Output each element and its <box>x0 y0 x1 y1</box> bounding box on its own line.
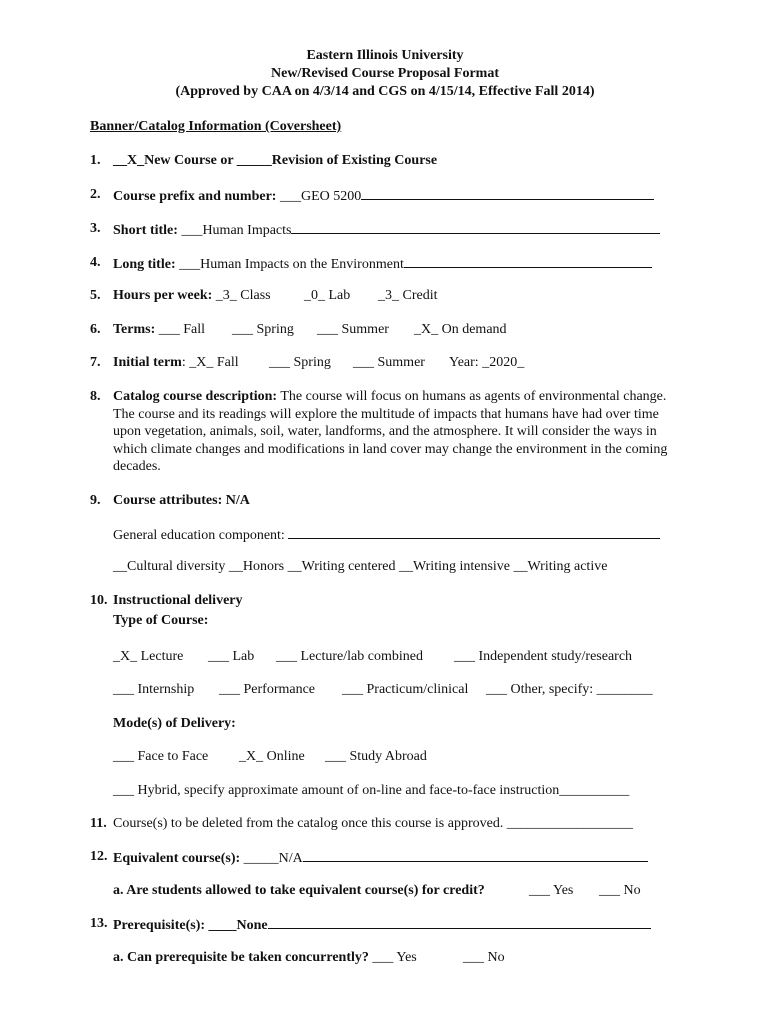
long-title-value: ___Human Impacts on the Environment <box>175 257 404 272</box>
item-4-number: 4. <box>90 255 101 270</box>
gen-ed-row <box>113 526 660 544</box>
underline-rule <box>268 916 651 929</box>
equivalent-courses-label: Equivalent course(s): <box>113 851 241 866</box>
initial-term-year: Year: _2020_ <box>449 355 525 370</box>
type-performance: ___ Performance <box>219 682 316 697</box>
short-title-label: Short title: <box>113 223 178 238</box>
mode-hybrid: ___ Hybrid, specify approximate amount of on-line and face-to-face instruction__________ <box>113 783 630 798</box>
type-other: ___ Other, specify: ________ <box>486 682 653 697</box>
type-lecture: _X_ Lecture <box>113 649 184 664</box>
mode-of-delivery-label: Mode(s) of Delivery: <box>113 716 236 731</box>
initial-term-fall: : _X_ Fall <box>181 355 239 370</box>
initial-term-label: Initial term <box>113 355 182 370</box>
attribute-options: __Cultural diversity __Honors __Writing centered __Writing intensive __Writing active <box>113 559 608 574</box>
course-prefix-value: ___GEO 5200 <box>276 189 362 204</box>
item-6-row <box>113 322 205 338</box>
initial-term-summer: ___ Summer <box>353 355 425 370</box>
item-3-row <box>113 221 660 239</box>
prereq-concurrent-row <box>113 950 417 966</box>
short-title-value: ___Human Impacts <box>177 223 292 238</box>
item-13-number: 13. <box>90 916 108 931</box>
item-1-number: 1. <box>90 153 101 168</box>
item-12-row <box>113 849 648 867</box>
gen-ed-label: General education component: <box>113 528 289 543</box>
hours-credit: _3_ Credit <box>378 288 438 303</box>
hours-lab: _0_ Lab <box>304 288 351 303</box>
item-6-number: 6. <box>90 322 101 337</box>
courses-deleted: Course(s) to be deleted from the catalog once this course is approved. __________________ <box>113 816 633 831</box>
catalog-description-label: Catalog course description: <box>113 389 278 404</box>
item-12-number: 12. <box>90 849 108 864</box>
item-7-number: 7. <box>90 355 101 370</box>
item-7-row <box>113 355 239 371</box>
underline-rule <box>404 255 652 268</box>
type-lecture-lab: ___ Lecture/lab combined <box>276 649 423 664</box>
item-10-number: 10. <box>90 593 108 608</box>
course-prefix-label: Course prefix and number: <box>113 189 277 204</box>
item-4-row <box>113 255 652 273</box>
item-5-number: 5. <box>90 288 101 303</box>
prereq-concurrent-yes: ___ Yes <box>368 950 417 965</box>
terms-label: Terms: <box>113 322 156 337</box>
type-lab: ___ Lab <box>208 649 255 664</box>
equivalent-courses-value: _____N/A <box>240 851 303 866</box>
hours-label: Hours per week: <box>113 288 213 303</box>
mode-online: _X_ Online <box>239 749 305 764</box>
mode-face-to-face: ___ Face to Face <box>113 749 209 764</box>
item-2-number: 2. <box>90 187 101 202</box>
equivalent-credit-question: a. Are students allowed to take equivalent course(s) for credit? <box>113 883 485 898</box>
section-title: Banner/Catalog Information (Coversheet) <box>90 119 342 134</box>
item-5-row <box>113 288 271 304</box>
item-1-course-type: __X_New Course or _____Revision of Existing Course <box>113 153 438 168</box>
underline-rule <box>291 221 660 234</box>
instructional-delivery-label: Instructional delivery <box>113 593 243 608</box>
hours-class: _3_ Class <box>212 288 271 303</box>
item-3-number: 3. <box>90 221 101 236</box>
type-of-course-label: Type of Course: <box>113 613 209 628</box>
underline-rule <box>303 849 648 862</box>
terms-summer: ___ Summer <box>317 322 389 337</box>
terms-spring: ___ Spring <box>232 322 294 337</box>
prerequisites-label: Prerequisite(s): <box>113 918 206 933</box>
mode-study-abroad: ___ Study Abroad <box>325 749 427 764</box>
item-9-number: 9. <box>90 493 101 508</box>
item-11-number: 11. <box>90 816 107 831</box>
underline-rule <box>288 526 660 539</box>
equivalent-credit-no: ___ No <box>599 883 641 898</box>
terms-on-demand: _X_ On demand <box>414 322 507 337</box>
prereq-concurrent-no: ___ No <box>463 950 505 965</box>
catalog-description-text: The course will focus on humans as agents of environmental change. The course and its readings will explore the multitude of impacts that humans have had over time upon vegetation, animals, soil, water, landforms, and the atmosphere. It will consider the ways in which climate changes and modifications in land cover may change the environment in the coming decades. <box>113 389 668 475</box>
underline-rule <box>361 187 654 200</box>
equivalent-credit-yes: ___ Yes <box>529 883 574 898</box>
type-independent-study: ___ Independent study/research <box>454 649 633 664</box>
type-practicum: ___ Practicum/clinical <box>342 682 469 697</box>
prereq-concurrent-question: a. Can prerequisite be taken concurrently? <box>113 950 369 965</box>
catalog-description <box>113 388 678 476</box>
initial-term-spring: ___ Spring <box>269 355 331 370</box>
university-name: Eastern Illinois University <box>306 48 464 63</box>
form-title: New/Revised Course Proposal Format <box>271 66 499 81</box>
type-internship: ___ Internship <box>113 682 195 697</box>
terms-fall: ___ Fall <box>155 322 206 337</box>
form-approval-note: (Approved by CAA on 4/3/14 and CGS on 4/15/14, Effective Fall 2014) <box>175 84 595 99</box>
item-13-row <box>113 916 651 934</box>
prerequisites-value: ____None <box>205 918 268 933</box>
course-attributes-label: Course attributes: N/A <box>113 493 250 508</box>
item-2-row <box>113 187 654 205</box>
long-title-label: Long title: <box>113 257 176 272</box>
item-8-number: 8. <box>90 389 101 404</box>
